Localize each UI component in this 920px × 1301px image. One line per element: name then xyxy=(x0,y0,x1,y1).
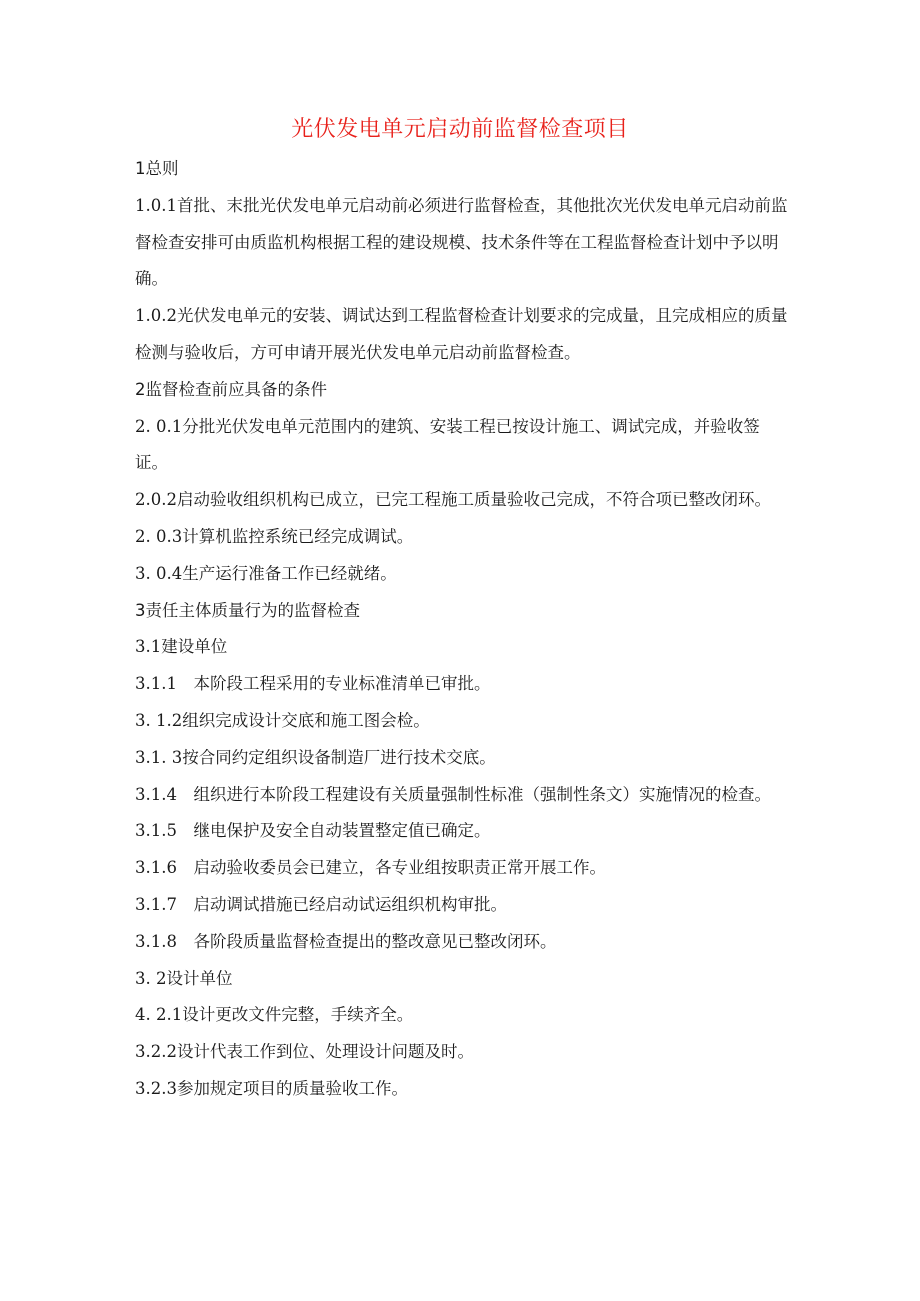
paragraph-2-0-1: 2. 0.1分批光伏发电单元范围内的建筑、安装工程已按设计施工、调试完成，并验收签证。 xyxy=(135,416,760,473)
paragraph-1-0-2: 1.0.2光伏发电单元的安装、调试达到工程监督检查计划要求的完成量，且完成相应的质量检测与验收后，方可申请开展光伏发电单元启动前监督检查。 xyxy=(135,306,788,362)
paragraph-3-2-3: 3.2.3参加规定项目的质量验收工作。 xyxy=(135,1078,408,1098)
section-heading-2: 2监督检查前应具备的条件 xyxy=(135,379,327,399)
paragraph-3-1-3: 3.1. 3按合同约定组织设备制造厂进行技术交底。 xyxy=(135,747,496,767)
paragraph-3-1-6: 3.1.6 启动验收委员会已建立，各专业组按职责正常开展工作。 xyxy=(135,858,606,878)
paragraph-1-0-1: 1.0.1首批、末批光伏发电单元启动前必须进行监督检查，其他批次光伏发电单元启动前监督检查安排可由质监机构根据工程的建设规模、技术条件等在工程监督检查计划中予以明确。 xyxy=(135,195,788,289)
subsection-3-1: 3.1建设单位 xyxy=(135,637,228,657)
paragraph-2-0-2: 2.0.2启动验收组织机构已成立，已完工程施工质量验收己完成，不符合项已整改闭环。 xyxy=(135,490,771,510)
document-title: 光伏发电单元启动前监督检查项目 xyxy=(291,117,629,142)
subsection-3-2: 3. 2设计单位 xyxy=(135,968,233,988)
section-heading-1: 1总则 xyxy=(135,159,179,178)
document-body xyxy=(135,151,790,1108)
paragraph-3-1-1: 3.1.1 本阶段工程采用的专业标准清单已审批。 xyxy=(135,674,491,694)
section-heading-3: 3责任主体质量行为的监督检查 xyxy=(135,600,360,620)
paragraph-3-1-7: 3.1.7 启动调试措施已经启动试运组织机构审批。 xyxy=(135,894,507,914)
paragraph-3-2-1: 4. 2.1设计更改文件完整，手续齐全。 xyxy=(135,1005,414,1025)
paragraph-2-0-4: 3. 0.4生产运行准备工作已经就绪。 xyxy=(135,563,397,583)
paragraph-3-1-5: 3.1.5 继电保护及安全自动装置整定值已确定。 xyxy=(135,821,491,841)
paragraph-3-1-2: 3. 1.2组织完成设计交底和施工图会检。 xyxy=(135,710,430,730)
paragraph-3-1-8: 3.1.8 各阶段质量监督检查提出的整改意见已整改闭环。 xyxy=(135,931,557,951)
paragraph-2-0-3: 2. 0.3计算机监控系统已经完成调试。 xyxy=(135,526,414,546)
paragraph-3-1-4: 3.1.4 组织进行本阶段工程建设有关质量强制性标准（强制性条文）实施情况的检查。 xyxy=(135,784,771,804)
paragraph-3-2-2: 3.2.2设计代表工作到位、处理设计问题及时。 xyxy=(135,1042,474,1062)
